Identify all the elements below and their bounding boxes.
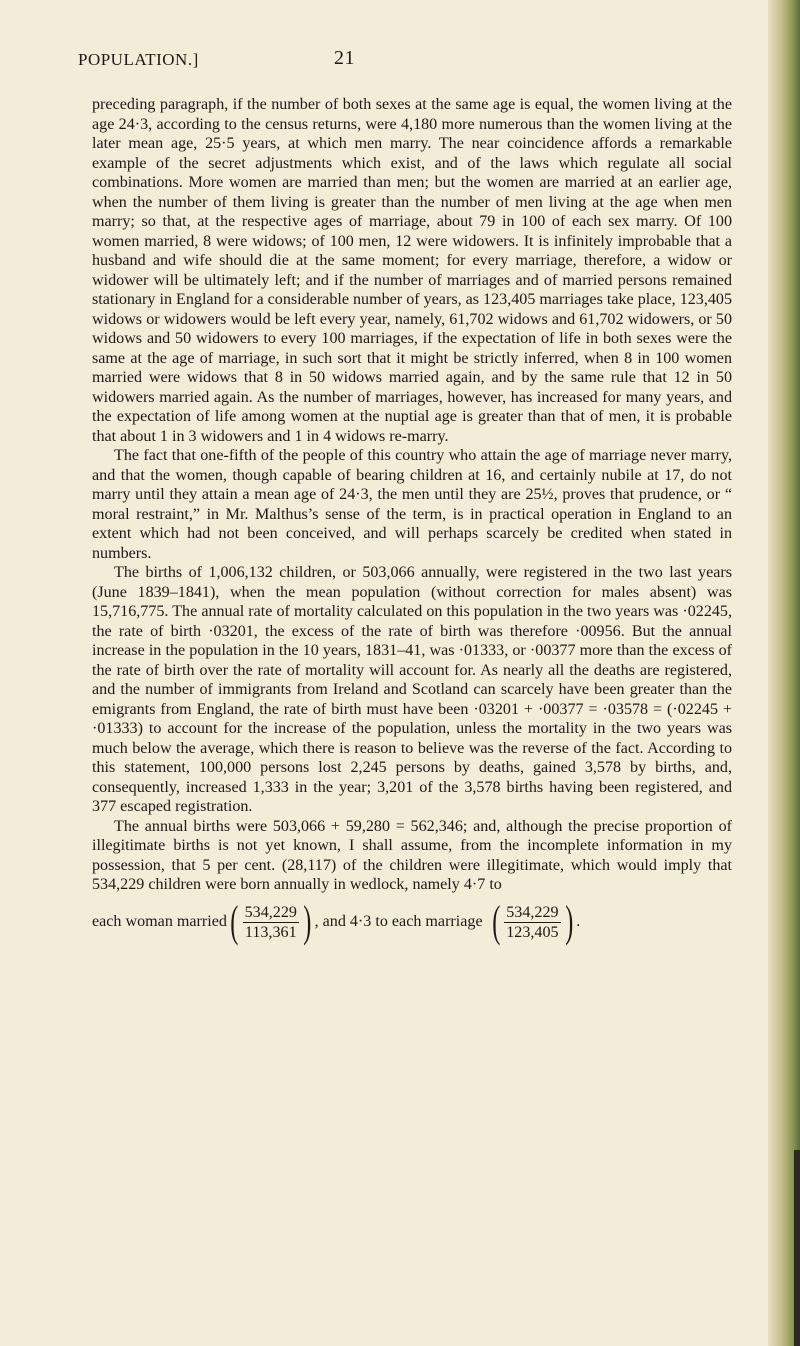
- paragraph-4: The annual births were 503,066 + 59,280 = 562,346; and, although the precise proportion of illegitimate births is not yet known, I shall assume, from the incomplete information in my possession, that 5 per cent. (28,117) of the children were illegitimate, which would imply that 534,229 children were born annually in wedlock, namely 4·7 to: [92, 817, 732, 893]
- formula-end: .: [576, 913, 581, 931]
- paragraph-2: The fact that one-fifth of the people of this country who attain the age of marriage never marry, and that the women, though capable of bearing children at 16, and certainly nubile at 17, do not marry until they attain a mean age of 24·3, the men until they are 25½, proves that prudence, or “ moral restraint,” in Mr. Malthus’s sense of the term, is in practical operation in England to an extent which had not been conceived, and will perhaps scarcely be credited when stated in numbers.: [92, 447, 732, 562]
- body-text: [92, 95, 732, 946]
- paragraph-3: The births of 1,006,132 children, or 503,066 annually, were registered in the two last years (June 1839–1841), when the mean population (without correction for males absent) was 15,716,775. The annual rate of mortality calculated on this population in the two years was ·02245, the rate of birth ·03201, the excess of the rate of birth was therefore ·00956. But the annual increase in the population in the 10 years, 1831–41, was ·01333, or ·00377 more than the excess of the rate of birth over the rate of mortality will account for. As nearly all the deaths are registered, and the number of immigrants from Ireland and Scotland can scarcely have been greater than the emigrants from England, the rate of birth must have been ·03201 + ·00377 = ·03578 = (·02245 + ·01333) to account for the increase of the population, unless the mortality in the two years was much below the average, which there is reason to believe was the reverse of the fact. According to this statement, 100,000 persons lost 2,245 persons by deaths, gained 3,578 by births, and, consequently, increased 1,333 in the year; 3,201 of the 3,578 births having been registered, and 377 escaped registration.: [92, 564, 732, 815]
- fraction-2-numerator: 534,229: [506, 903, 559, 921]
- formula-line: each woman married ( $\frac{534,229}{113,361}$ ) , and 4·3 to each marriage ( $\frac{534,229}{123,405}$ ) .: [92, 897, 581, 946]
- page-edge-shadow: [768, 0, 800, 1346]
- running-head: POPULATION.]: [78, 50, 199, 69]
- page-number: 21: [334, 47, 355, 69]
- fraction-2-denominator: 123,405: [506, 923, 559, 941]
- formula-lead: each woman married: [92, 913, 227, 931]
- page-header: [78, 47, 730, 76]
- page-edge-dark-band: [794, 1150, 800, 1346]
- fraction-1-denominator: 113,361: [244, 923, 297, 941]
- fraction-births-per-marriage: [504, 903, 560, 942]
- paragraph-1: preceding paragraph, if the number of both sexes at the same age is equal, the women living at the age 24·3, according to the census returns, were 4,180 more numerous than the women living at the later mean age, 25·5 years, at which men marry. The near coincidence affords a remarkable example of the secret adjustments which exist, and of the laws which regulate all social combinations. More women are married than men; but the women are married at an earlier age, when the number of them living is greater than the number of men living at the age when men marry; so that, at the respective ages of marriage, about 79 in 100 of each sex marry. Of 100 women married, 8 were widows; of 100 men, 12 were widowers. It is infinitely improbable that a husband and wife should die at the same moment; for every marriage, therefore, a widow or widower will be ultimately left; and if the number of marriages and of married persons remained stationary in England for a considerable number of years, as 123,405 marriages take place, 123,405 widows or widowers would be left every year, namely, 61,702 widows and 61,702 widowers, or 50 widows and 50 widowers to every 100 marriages, if the expectation of life in both sexes were the same at the age of marriage, in such sort that it might be strictly inferred, when 8 in 100 women married were widows that 8 in 50 widows married again, and by the same rule that 12 in 50 widowers married again. As the number of marriages, however, has increased for many years, and the expectation of life among women at the nuptial age is greater than that of men, it is probable that about 1 in 3 widowers and 1 in 4 widows re-marry.: [92, 96, 732, 445]
- formula-middle: , and 4·3 to each marriage: [314, 913, 483, 931]
- fraction-1-numerator: 534,229: [244, 903, 297, 921]
- fraction-births-per-woman: [243, 903, 299, 942]
